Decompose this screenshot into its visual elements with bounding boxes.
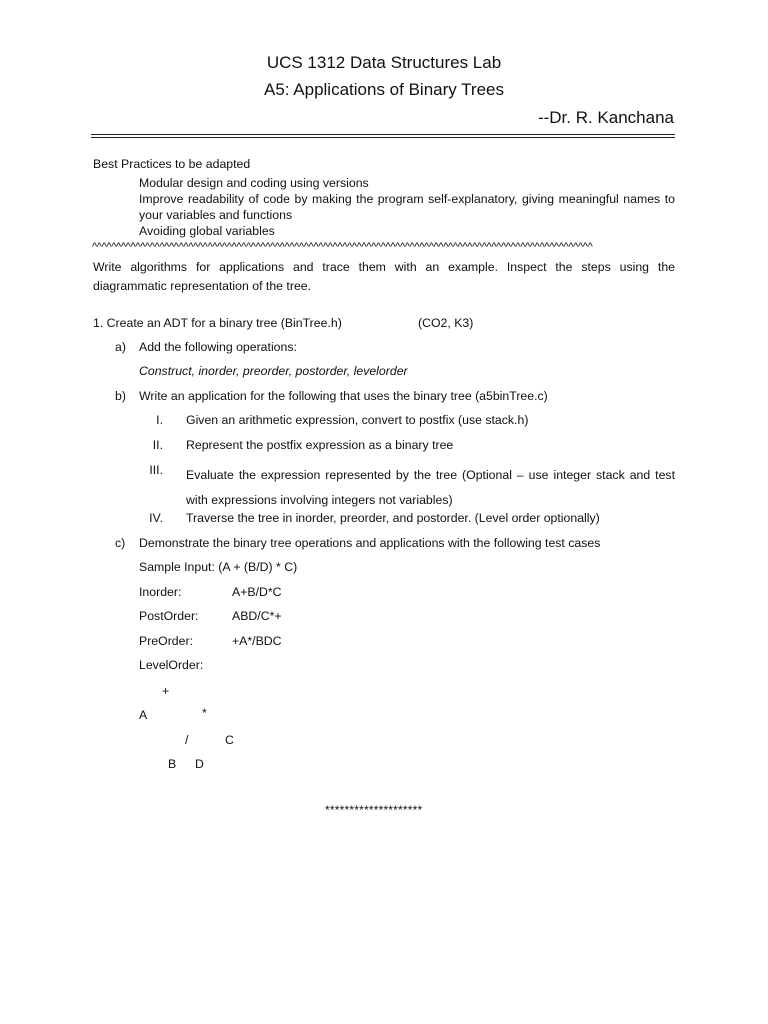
q1b-item-number: III. xyxy=(149,463,163,477)
q1c-text: Demonstrate the binary tree operations and applications with the following test cases xyxy=(139,536,601,550)
q1b-item-number: I. xyxy=(156,413,163,427)
tree-node: B xyxy=(168,757,177,771)
best-practices-heading: Best Practices to be adapted xyxy=(93,157,251,171)
sample-input: Sample Input: (A + (B/D) * C) xyxy=(139,560,298,574)
q1a-marker: a) xyxy=(115,340,126,354)
q1b-item-text: Given an arithmetic expression, convert to postfix (use stack.h) xyxy=(186,413,529,427)
tree-node: D xyxy=(195,757,204,771)
q1-course-outcome: (CO2, K3) xyxy=(418,316,474,330)
tree-node-root: + xyxy=(162,684,170,698)
header-rule-bottom xyxy=(91,137,675,138)
caret-separator: ^^^^^^^^^^^^^^^^^^^^^^^^^^^^^^^^^^^^^^^^^^^^^^^^^^^^^^^^^^^^^^^^^^^^^^^^^^^^^^^^^^^^^^^^^^^^^^^^^^^^^^^^ xyxy=(92,241,593,253)
q1-title: 1. Create an ADT for a binary tree (BinTree.h) xyxy=(93,316,342,330)
q1a-text: Add the following operations: xyxy=(139,340,297,354)
inorder-label: Inorder: xyxy=(139,585,182,599)
course-title: UCS 1312 Data Structures Lab xyxy=(266,53,502,72)
preorder-label: PreOrder: xyxy=(139,634,193,648)
best-practice-item: Improve readability of code by making the program self-explanatory, giving meaningful names to your variables and functions xyxy=(139,192,675,222)
tree-node: / xyxy=(185,733,189,747)
q1b-text: Write an application for the following that uses the binary tree (a5binTree.c) xyxy=(139,389,548,403)
levelorder-label: LevelOrder: xyxy=(139,658,204,672)
postorder-label: PostOrder: xyxy=(139,609,199,623)
best-practice-item: Modular design and coding using versions xyxy=(139,176,369,190)
best-practice-item: Avoiding global variables xyxy=(139,224,275,238)
postorder-value: ABD/C*+ xyxy=(232,609,282,623)
q1b-item-number: IV. xyxy=(149,511,163,525)
q1b-item-text: Traverse the tree in inorder, preorder, and postorder. (Level order optionally) xyxy=(186,511,600,525)
inorder-value: A+B/D*C xyxy=(232,585,282,599)
assignment-title: A5: Applications of Binary Trees xyxy=(263,80,505,99)
author-name: --Dr. R. Kanchana xyxy=(537,108,674,127)
q1b-marker: b) xyxy=(115,389,126,403)
preorder-value: +A*/BDC xyxy=(232,634,282,648)
q1c-marker: c) xyxy=(115,536,126,550)
q1a-operations: Construct, inorder, preorder, postorder, levelorder xyxy=(139,364,408,378)
intro-paragraph: Write algorithms for applications and trace them with an example. Inspect the steps using the diagrammatic representation of the tree. xyxy=(93,260,675,293)
q1b-item-number: II. xyxy=(152,438,163,452)
tree-node: C xyxy=(225,733,234,747)
header-rule-top xyxy=(91,134,675,135)
footer-stars: ******************** xyxy=(325,803,423,817)
tree-node: * xyxy=(202,706,207,720)
q1b-item-text: Evaluate the expression represented by the tree (Optional – use integer stack and test with expressions involving integers not variables) xyxy=(186,468,675,507)
tree-node: A xyxy=(139,708,148,722)
q1b-item-text: Represent the postfix expression as a binary tree xyxy=(186,438,454,452)
